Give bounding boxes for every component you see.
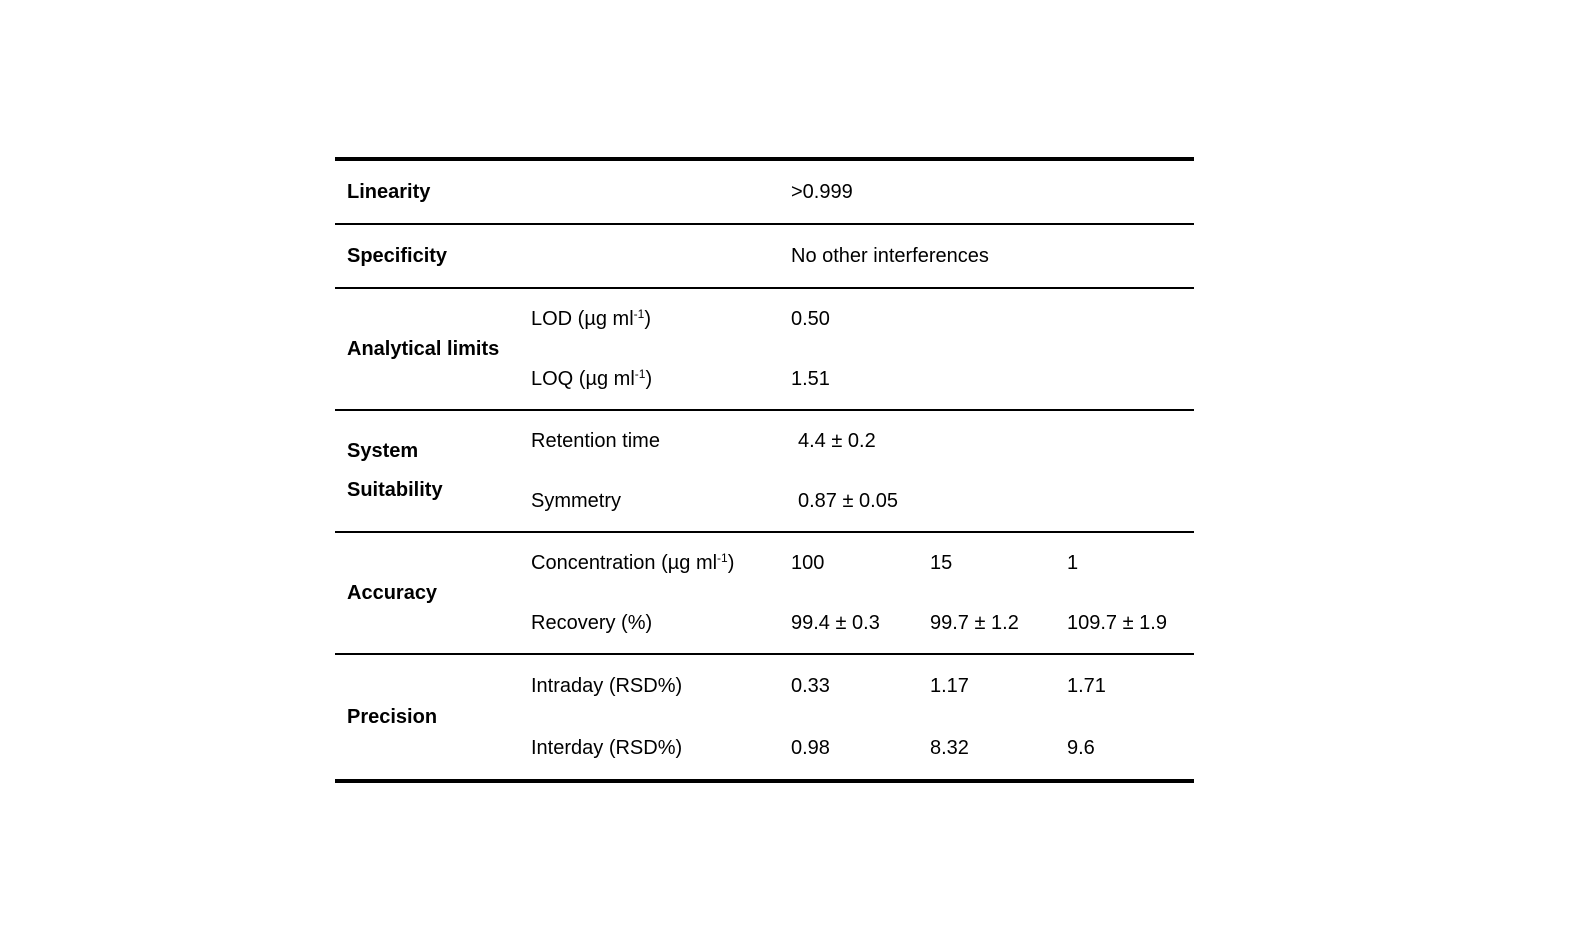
param-label: Symmetry xyxy=(531,489,621,512)
category-label xyxy=(335,655,531,779)
param-label: Recovery (%) xyxy=(531,611,653,634)
section-precision xyxy=(335,655,1194,779)
param-label: LOD (µg $ml^{-1}$) xyxy=(531,306,651,330)
category-line: System xyxy=(347,440,419,462)
value-cell: 4.4 ± 0.2 xyxy=(798,429,876,452)
superscript: -1 xyxy=(633,306,645,321)
value-cell: 0.50 xyxy=(791,307,830,330)
value-cell: 0.33 xyxy=(791,674,830,697)
section-accuracy xyxy=(335,533,1194,655)
category-line: Precision xyxy=(347,705,438,728)
category-line: Analytical limits xyxy=(347,337,500,360)
param-label: Intraday (RSD%) xyxy=(531,674,683,697)
value-cell: 99.7 ± 1.2 xyxy=(930,611,1019,634)
value-cell: 0.98 xyxy=(791,736,830,759)
category-label xyxy=(335,533,531,653)
value-cell: 9.6 xyxy=(1067,736,1095,759)
category-label xyxy=(335,161,531,223)
param-label: Retention time xyxy=(531,429,660,452)
value-cell: 1.51 xyxy=(791,367,830,390)
param-label: Interday (RSD%) xyxy=(531,736,683,759)
value-cell: 1.71 xyxy=(1067,674,1106,697)
section-specificity xyxy=(335,225,1194,289)
value-cell: 109.7 ± 1.9 xyxy=(1067,611,1167,634)
section-system-suitability xyxy=(335,411,1194,533)
value-cell: 8.32 xyxy=(930,736,969,759)
value-cell: 0.87 ± 0.05 xyxy=(798,489,898,512)
param-label: LOQ (µg $ml^{-1}$) xyxy=(531,366,653,390)
category-line: Accuracy xyxy=(347,581,438,604)
category-label xyxy=(335,225,531,287)
section-linearity xyxy=(335,161,1194,225)
param-label: Concentration (µg $ml^{-1}$) xyxy=(531,550,735,574)
value-cell: >0.999 xyxy=(791,180,853,203)
category-line: Linearity xyxy=(347,180,431,203)
superscript: -1 xyxy=(717,550,728,565)
value-cell: 15 xyxy=(930,551,953,574)
value-cell: 1.17 xyxy=(930,674,969,697)
superscript: -1 xyxy=(634,366,646,381)
category-label xyxy=(335,289,531,409)
section-analytical-limits xyxy=(335,289,1194,411)
value-cell: 99.4 ± 0.3 xyxy=(791,611,880,634)
validation-table xyxy=(335,157,1194,783)
value-cell: 1 xyxy=(1067,551,1079,574)
value-cell: 100 xyxy=(791,551,825,574)
category-label xyxy=(335,411,531,531)
value-cell: No other interferences xyxy=(791,244,989,267)
category-line: Suitability xyxy=(347,479,443,501)
category-line: Specificity xyxy=(347,244,448,267)
